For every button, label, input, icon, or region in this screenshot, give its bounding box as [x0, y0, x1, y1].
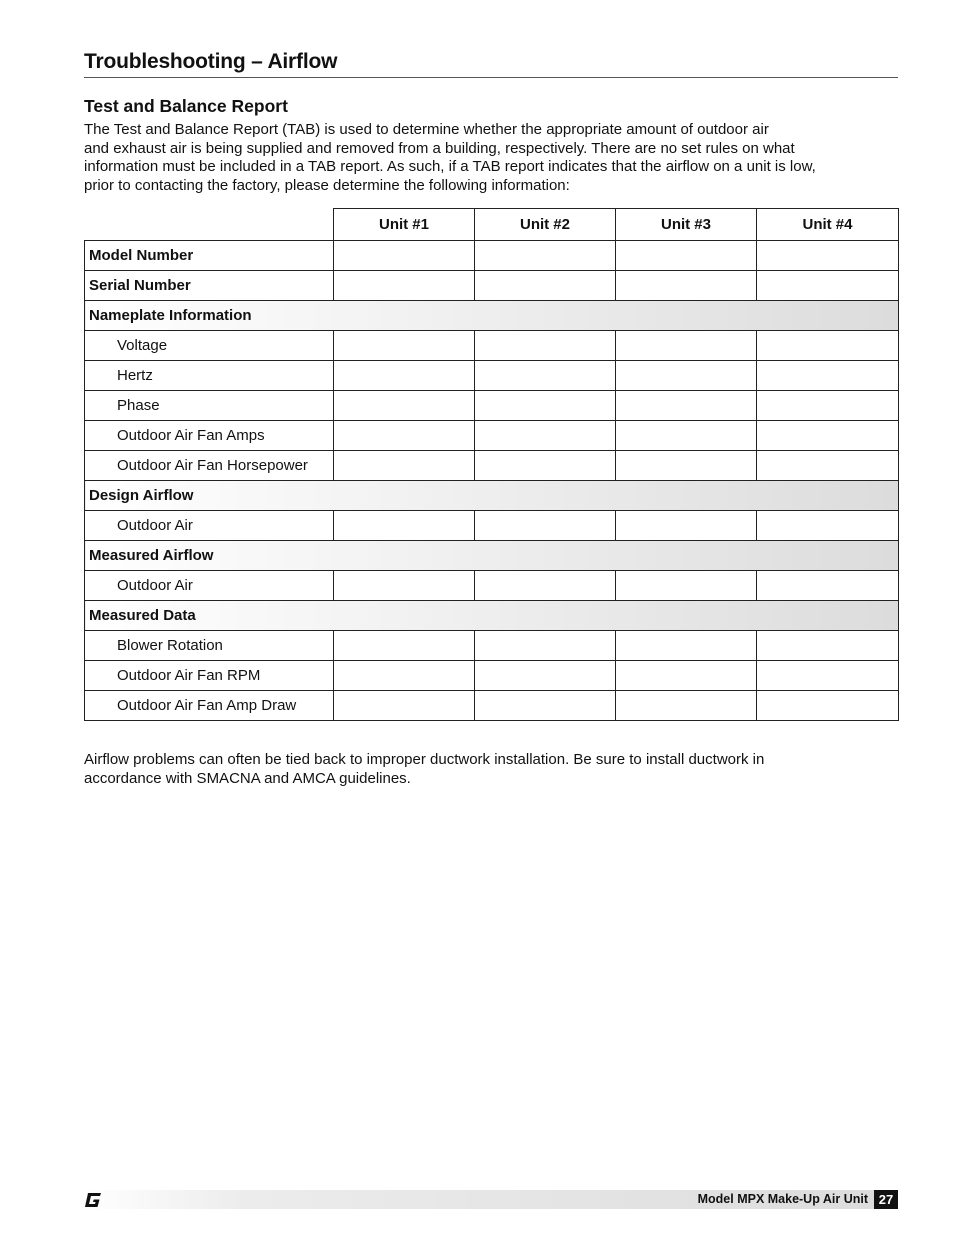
entry-cell-unit-2	[475, 571, 616, 601]
entry-cell-unit-2	[475, 361, 616, 391]
table-row	[85, 631, 899, 661]
row-label: Outdoor Air Fan Amps	[85, 421, 334, 451]
entry-cell-unit-4	[757, 511, 899, 541]
entry-cell-unit-3	[616, 511, 757, 541]
table-row	[85, 421, 899, 451]
outro-paragraph	[84, 750, 898, 788]
page-number: 27	[874, 1190, 898, 1209]
entry-cell-unit-2	[475, 391, 616, 421]
entry-cell-unit-1	[334, 631, 475, 661]
entry-cell-unit-2	[475, 691, 616, 721]
entry-cell-unit-3	[616, 361, 757, 391]
entry-cell-unit-1	[334, 661, 475, 691]
table-section-row	[85, 481, 899, 511]
table-row	[85, 451, 899, 481]
entry-cell-unit-2	[475, 241, 616, 271]
table-header-row	[85, 209, 899, 241]
entry-cell-unit-4	[757, 391, 899, 421]
page-title: Troubleshooting – Airflow	[84, 50, 338, 73]
table-row	[85, 661, 899, 691]
entry-cell-unit-2	[475, 421, 616, 451]
entry-cell-unit-4	[757, 661, 899, 691]
entry-cell-unit-3	[616, 631, 757, 661]
greenheck-g-logo-icon	[84, 1190, 106, 1209]
table-body	[85, 241, 899, 721]
column-header-unit-4: Unit #4	[757, 209, 899, 241]
row-label: Serial Number	[85, 271, 334, 301]
intro-paragraph	[84, 121, 898, 195]
entry-cell-unit-1	[334, 511, 475, 541]
row-label: Model Number	[85, 241, 334, 271]
outro-line: Airflow problems can often be tied back to improper ductwork installation. Be sure to install ductwork in	[84, 751, 765, 768]
intro-line: and exhaust air is being supplied and removed from a building, respectively. There are no set rules on what	[84, 139, 795, 157]
table-row	[85, 391, 899, 421]
entry-cell-unit-3	[616, 331, 757, 361]
entry-cell-unit-3	[616, 271, 757, 301]
table-row	[85, 571, 899, 601]
entry-cell-unit-1	[334, 691, 475, 721]
row-label: Outdoor Air	[85, 511, 334, 541]
entry-cell-unit-3	[616, 451, 757, 481]
entry-cell-unit-1	[334, 421, 475, 451]
column-header-unit-2: Unit #2	[475, 209, 616, 241]
entry-cell-unit-1	[334, 271, 475, 301]
entry-cell-unit-3	[616, 691, 757, 721]
entry-cell-unit-4	[757, 241, 899, 271]
entry-cell-unit-3	[616, 661, 757, 691]
entry-cell-unit-1	[334, 571, 475, 601]
row-label: Outdoor Air Fan Horsepower	[85, 451, 334, 481]
entry-cell-unit-2	[475, 631, 616, 661]
tab-report-table	[84, 208, 899, 721]
column-header-unit-3: Unit #3	[616, 209, 757, 241]
row-label: Phase	[85, 391, 334, 421]
row-label: Outdoor Air Fan Amp Draw	[85, 691, 334, 721]
section-label: Measured Airflow	[85, 541, 899, 571]
entry-cell-unit-1	[334, 361, 475, 391]
table-row	[85, 361, 899, 391]
entry-cell-unit-3	[616, 391, 757, 421]
intro-line: prior to contacting the factory, please determine the following information:	[84, 176, 570, 194]
entry-cell-unit-2	[475, 451, 616, 481]
title-divider	[84, 77, 898, 78]
row-label: Outdoor Air Fan RPM	[85, 661, 334, 691]
table-row	[85, 511, 899, 541]
column-header-unit-1: Unit #1	[334, 209, 475, 241]
table-row	[85, 691, 899, 721]
section-label: Design Airflow	[85, 481, 899, 511]
entry-cell-unit-1	[334, 241, 475, 271]
entry-cell-unit-4	[757, 451, 899, 481]
entry-cell-unit-1	[334, 391, 475, 421]
entry-cell-unit-3	[616, 421, 757, 451]
entry-cell-unit-4	[757, 361, 899, 391]
entry-cell-unit-3	[616, 571, 757, 601]
row-label: Outdoor Air	[85, 571, 334, 601]
entry-cell-unit-2	[475, 661, 616, 691]
table-section-row	[85, 541, 899, 571]
entry-cell-unit-4	[757, 631, 899, 661]
entry-cell-unit-4	[757, 691, 899, 721]
row-label: Hertz	[85, 361, 334, 391]
row-label: Voltage	[85, 331, 334, 361]
section-label: Nameplate Information	[85, 301, 899, 331]
entry-cell-unit-3	[616, 241, 757, 271]
entry-cell-unit-1	[334, 451, 475, 481]
entry-cell-unit-2	[475, 271, 616, 301]
entry-cell-unit-1	[334, 331, 475, 361]
row-label: Blower Rotation	[85, 631, 334, 661]
entry-cell-unit-4	[757, 331, 899, 361]
table-section-row	[85, 601, 899, 631]
intro-line: The Test and Balance Report (TAB) is used to determine whether the appropriate amount of outdoor air	[84, 121, 769, 138]
entry-cell-unit-2	[475, 511, 616, 541]
entry-cell-unit-2	[475, 331, 616, 361]
outro-line: accordance with SMACNA and AMCA guidelines.	[84, 770, 411, 787]
section-heading: Test and Balance Report	[84, 96, 288, 116]
intro-line: information must be included in a TAB report. As such, if a TAB report indicates that the airflow on a unit is low,	[84, 158, 816, 176]
section-label: Measured Data	[85, 601, 899, 631]
table-row	[85, 331, 899, 361]
table-row	[85, 271, 899, 301]
table-corner-cell	[85, 209, 334, 241]
table-row	[85, 241, 899, 271]
entry-cell-unit-4	[757, 271, 899, 301]
entry-cell-unit-4	[757, 421, 899, 451]
entry-cell-unit-4	[757, 571, 899, 601]
footer-model-name: Model MPX Make-Up Air Unit	[697, 1192, 868, 1206]
table-section-row	[85, 301, 899, 331]
